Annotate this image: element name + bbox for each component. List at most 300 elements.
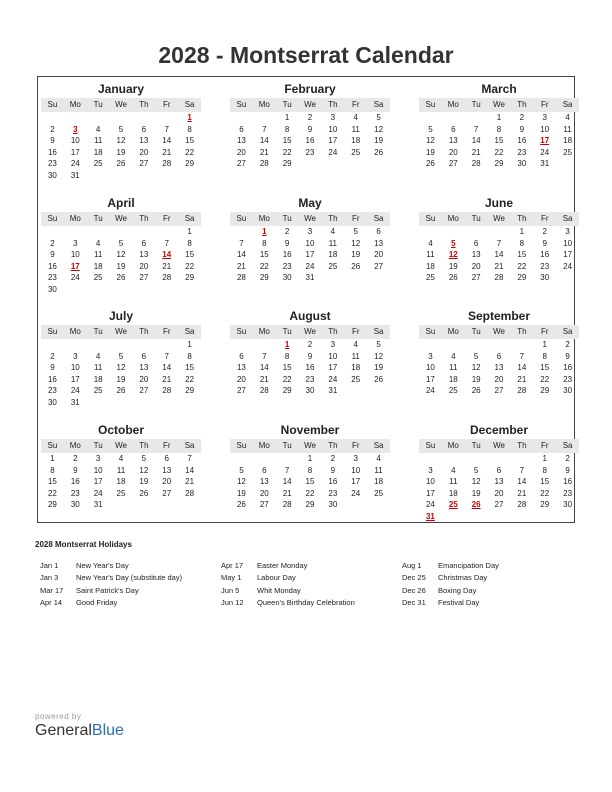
day-cell xyxy=(442,511,465,523)
day-cell: 4 xyxy=(451,351,456,361)
week-row xyxy=(419,112,579,124)
weekday-label: Mo xyxy=(447,441,459,450)
weekday-label: We xyxy=(115,100,127,109)
day-cell: 24 xyxy=(70,159,80,169)
holiday-date: Apr 17 xyxy=(221,561,244,570)
holiday-column xyxy=(40,560,182,609)
day-cell: 17 xyxy=(93,477,103,487)
day-cell: 10 xyxy=(70,136,80,146)
week-row xyxy=(419,158,579,170)
weekday-label: Sa xyxy=(184,327,195,336)
day-cell: 21 xyxy=(185,477,195,487)
weekday-label: Th xyxy=(517,214,527,223)
day-cell: 22 xyxy=(494,147,504,157)
day-cell: 21 xyxy=(162,147,172,157)
day-cell xyxy=(155,339,178,351)
week-row xyxy=(230,499,390,511)
week-row xyxy=(41,261,201,273)
day-cell xyxy=(442,226,465,238)
day-cell: 4 xyxy=(118,454,124,463)
holiday-row xyxy=(402,572,499,584)
month-name: September xyxy=(467,309,531,323)
holiday-column xyxy=(402,560,499,609)
day-cell: 1 xyxy=(496,113,502,122)
weekday-label: Sa xyxy=(184,100,195,109)
day-cell xyxy=(442,339,465,351)
day-cell: 20 xyxy=(494,374,504,384)
month-august xyxy=(230,309,390,397)
day-cell: 25 xyxy=(563,147,573,157)
day-cell: 27 xyxy=(259,500,269,510)
day-cell: 4 xyxy=(95,351,101,361)
day-cell: 31 xyxy=(305,273,315,283)
day-cell: 17 xyxy=(425,488,435,498)
day-cell xyxy=(419,453,442,465)
day-cell xyxy=(178,499,201,511)
day-cell: 18 xyxy=(93,261,103,271)
day-cell: 9 xyxy=(284,238,290,248)
day-cell: 8 xyxy=(284,351,290,361)
day-cell: 27 xyxy=(448,159,458,169)
day-cell: 1 xyxy=(542,454,547,463)
day-cell: 10 xyxy=(70,363,80,373)
day-cell: 24 xyxy=(425,500,435,510)
holiday-date: Dec 25 xyxy=(402,573,426,583)
day-cell: 3 xyxy=(542,113,547,122)
week-row xyxy=(419,339,579,351)
month-february xyxy=(230,82,390,170)
day-cell: 4 xyxy=(451,465,456,475)
week-row xyxy=(41,135,201,147)
day-cell: 5 xyxy=(376,340,381,349)
day-cell xyxy=(155,284,178,296)
week-row xyxy=(41,238,201,250)
week-row xyxy=(230,158,390,170)
day-cell: 8 xyxy=(307,465,313,475)
day-cell: 9 xyxy=(50,250,55,260)
weekday-label: Fr xyxy=(162,327,171,336)
day-cell: 13 xyxy=(259,477,269,487)
holiday-date: Mar 17 xyxy=(40,585,64,595)
day-cell: 12 xyxy=(116,250,126,260)
week-row xyxy=(41,385,201,397)
day-cell: 12 xyxy=(471,477,481,487)
day-cell: 15 xyxy=(282,136,292,146)
day-cell: 11 xyxy=(426,250,435,260)
week-row xyxy=(230,249,390,261)
day-cell xyxy=(556,511,579,523)
day-cell xyxy=(419,339,442,351)
weekday-label: Fr xyxy=(351,327,360,336)
weekday-label: We xyxy=(304,214,316,223)
week-row xyxy=(230,226,390,238)
weekday-label: Su xyxy=(425,441,436,450)
day-cell: 8 xyxy=(496,124,502,134)
day-cell xyxy=(465,226,488,238)
day-cell: 14 xyxy=(494,250,504,260)
holiday-date: Dec 26 xyxy=(402,585,426,595)
week-row xyxy=(419,465,579,477)
weekday-label: Th xyxy=(139,214,149,223)
day-cell: 19 xyxy=(374,136,384,146)
weekday-header xyxy=(419,212,579,226)
day-cell: 16 xyxy=(305,363,315,373)
day-cell: 1 xyxy=(50,454,55,463)
day-cell: 19 xyxy=(116,374,126,384)
week-row xyxy=(419,499,579,511)
day-cell: 9 xyxy=(307,124,313,134)
weekday-label: Fr xyxy=(351,441,360,450)
day-cell: 11 xyxy=(328,238,338,248)
day-cell: 28 xyxy=(162,159,172,169)
holiday-row xyxy=(402,597,499,609)
day-cell: 31 xyxy=(328,386,338,396)
day-cell xyxy=(110,284,133,296)
day-cell: 18 xyxy=(374,477,384,487)
day-cell: 8 xyxy=(187,351,192,361)
weekday-label: Fr xyxy=(162,214,171,223)
month-march xyxy=(419,82,579,170)
weekday-label: Mo xyxy=(258,327,270,336)
day-cell: 25 xyxy=(374,488,384,498)
day-cell: 12 xyxy=(116,136,126,146)
day-cell: 22 xyxy=(185,147,195,157)
day-cell: 27 xyxy=(236,386,246,396)
day-cell: 18 xyxy=(93,374,103,384)
day-cell: 26 xyxy=(374,147,384,157)
day-cell: 18 xyxy=(425,261,435,271)
day-cell: 12 xyxy=(351,238,361,248)
day-cell: 1 xyxy=(307,454,313,463)
day-cell: 4 xyxy=(428,238,433,248)
week-row xyxy=(230,465,390,477)
day-cell xyxy=(367,385,390,397)
day-cell: 22 xyxy=(282,147,292,157)
day-cell: 25 xyxy=(93,273,103,283)
day-cell: 30 xyxy=(282,273,292,283)
weekday-header xyxy=(419,98,579,112)
day-cell: 1 xyxy=(284,113,290,122)
day-cell: 29 xyxy=(494,159,504,169)
week-row xyxy=(41,488,201,500)
weekday-label: Fr xyxy=(540,327,549,336)
day-cell: 11 xyxy=(93,136,103,146)
day-cell: 23 xyxy=(70,488,80,498)
day-cell: 6 xyxy=(141,351,147,361)
day-cell: 23 xyxy=(47,386,57,396)
day-cell: 6 xyxy=(141,238,147,248)
day-cell: 6 xyxy=(239,124,244,134)
day-cell: 8 xyxy=(542,465,547,475)
day-cell xyxy=(230,112,253,124)
weekday-label: Tu xyxy=(282,441,292,450)
day-cell: 2 xyxy=(565,340,570,349)
day-cell: 14 xyxy=(471,136,481,146)
day-cell xyxy=(64,226,87,238)
day-cell: 15 xyxy=(47,477,57,487)
day-cell: 30 xyxy=(540,273,550,283)
week-row xyxy=(41,499,201,511)
day-cell: 4 xyxy=(330,227,336,236)
day-cell xyxy=(488,511,511,523)
weekday-label: Th xyxy=(328,441,338,450)
day-cell: 16 xyxy=(305,136,315,146)
day-cell: 30 xyxy=(47,397,57,407)
day-cell: 3 xyxy=(428,351,433,361)
day-cell xyxy=(155,397,178,409)
day-cell: 7 xyxy=(164,124,169,134)
day-cell: 7 xyxy=(519,351,525,361)
day-cell: 27 xyxy=(471,273,481,283)
day-cell: 18 xyxy=(351,136,361,146)
day-cell: 26 xyxy=(139,488,149,498)
day-cell xyxy=(155,499,178,511)
holiday-name: Christmas Day xyxy=(438,573,488,583)
day-cell xyxy=(87,284,110,296)
holiday-row xyxy=(402,560,499,572)
day-cell: 9 xyxy=(542,238,547,248)
day-cell: 14 xyxy=(259,363,269,373)
day-cell: 28 xyxy=(185,488,195,498)
day-cell: 6 xyxy=(376,227,381,236)
weekday-label: Tu xyxy=(471,441,481,450)
month-name: January xyxy=(97,82,145,96)
day-cell: 16 xyxy=(282,250,292,260)
weekday-header xyxy=(41,212,201,226)
weekday-label: We xyxy=(493,214,505,223)
holiday-name: Queen's Birthday Celebration xyxy=(257,597,355,607)
day-cell: 6 xyxy=(239,351,244,361)
day-cell: 19 xyxy=(425,147,435,157)
day-cell xyxy=(556,158,579,170)
weekday-label: Tu xyxy=(282,327,292,336)
day-cell: 13 xyxy=(162,465,172,475)
holiday-date: Jan 3 xyxy=(40,573,59,583)
weekday-header xyxy=(419,439,579,453)
day-cell: 18 xyxy=(93,147,103,157)
day-cell: 7 xyxy=(473,124,479,134)
weekday-header xyxy=(230,439,390,453)
weekday-header xyxy=(41,98,201,112)
day-cell xyxy=(344,385,367,397)
day-cell: 3 xyxy=(307,227,313,236)
day-cell: 23 xyxy=(563,488,573,498)
week-row xyxy=(419,124,579,136)
day-cell: 17 xyxy=(305,250,315,260)
day-cell: 26 xyxy=(116,273,126,283)
holiday-date: Jan 1 xyxy=(40,561,59,570)
weekday-label: Mo xyxy=(69,214,81,223)
day-cell: 10 xyxy=(93,465,103,475)
day-cell: 19 xyxy=(116,261,126,271)
day-cell xyxy=(419,226,442,238)
day-cell: 3 xyxy=(73,238,78,248)
day-cell xyxy=(41,339,64,351)
day-cell: 23 xyxy=(563,374,573,384)
day-cell: 7 xyxy=(239,238,244,248)
day-cell xyxy=(155,170,178,182)
day-cell: 30 xyxy=(47,284,57,294)
day-cell: 1 xyxy=(187,113,192,122)
day-cell: 8 xyxy=(262,238,267,248)
week-row xyxy=(41,158,201,170)
day-cell xyxy=(488,226,511,238)
week-row xyxy=(230,124,390,136)
day-cell: 30 xyxy=(47,170,57,180)
day-cell: 6 xyxy=(141,124,147,134)
weekday-label: Mo xyxy=(69,441,81,450)
day-cell xyxy=(367,158,390,170)
day-cell: 3 xyxy=(330,340,336,349)
day-cell: 5 xyxy=(451,238,456,248)
week-row xyxy=(419,249,579,261)
weekday-label: We xyxy=(115,441,127,450)
day-cell: 8 xyxy=(542,351,547,361)
day-cell: 14 xyxy=(517,477,527,487)
day-cell xyxy=(230,226,253,238)
week-row xyxy=(41,351,201,363)
day-cell: 23 xyxy=(540,261,550,271)
day-cell: 24 xyxy=(540,147,550,157)
day-cell: 23 xyxy=(282,261,292,271)
day-cell: 1 xyxy=(187,227,192,236)
week-row xyxy=(230,238,390,250)
day-cell: 2 xyxy=(330,454,336,463)
day-cell: 5 xyxy=(428,124,433,134)
day-cell: 22 xyxy=(517,261,527,271)
day-cell: 27 xyxy=(494,386,504,396)
day-cell: 10 xyxy=(70,250,80,260)
day-cell: 14 xyxy=(517,363,527,373)
day-cell: 28 xyxy=(282,500,292,510)
day-cell: 19 xyxy=(236,488,246,498)
day-cell: 29 xyxy=(185,386,195,396)
holiday-name: Boxing Day xyxy=(438,585,477,595)
weekday-label: Su xyxy=(425,100,436,109)
weekday-label: Sa xyxy=(562,441,573,450)
day-cell: 7 xyxy=(284,465,290,475)
day-cell: 3 xyxy=(353,454,358,463)
day-cell: 10 xyxy=(328,124,338,134)
weekday-label: Su xyxy=(47,327,58,336)
day-cell: 19 xyxy=(471,488,481,498)
week-row xyxy=(41,284,201,296)
day-cell xyxy=(488,339,511,351)
month-name: November xyxy=(280,423,340,437)
day-cell: 13 xyxy=(374,238,384,248)
day-cell: 29 xyxy=(259,273,269,283)
brand-general: General xyxy=(35,722,92,739)
day-cell: 4 xyxy=(353,113,358,122)
week-row xyxy=(230,351,390,363)
weekday-label: Sa xyxy=(562,100,573,109)
day-cell: 21 xyxy=(282,488,292,498)
day-cell: 21 xyxy=(259,374,269,384)
month-may xyxy=(230,196,390,284)
day-cell: 31 xyxy=(540,159,550,169)
weekday-label: We xyxy=(115,327,127,336)
day-cell: 19 xyxy=(116,147,126,157)
day-cell xyxy=(41,226,64,238)
day-cell: 12 xyxy=(448,250,458,260)
day-cell xyxy=(178,284,201,296)
day-cell xyxy=(253,112,276,124)
day-cell: 25 xyxy=(116,488,126,498)
day-cell: 19 xyxy=(448,261,458,271)
weekday-label: Sa xyxy=(373,327,384,336)
day-cell: 7 xyxy=(164,238,169,248)
day-cell: 25 xyxy=(448,386,458,396)
day-cell: 21 xyxy=(236,261,246,271)
day-cell: 26 xyxy=(116,159,126,169)
week-row xyxy=(419,226,579,238)
day-cell: 22 xyxy=(305,488,315,498)
week-row xyxy=(41,124,201,136)
day-cell: 23 xyxy=(305,147,315,157)
day-cell: 11 xyxy=(116,465,126,475)
weekday-label: Tu xyxy=(471,214,481,223)
day-cell: 2 xyxy=(565,454,570,463)
day-cell: 13 xyxy=(448,136,458,146)
holidays-title: 2028 Montserrat Holidays xyxy=(35,540,132,549)
day-cell: 3 xyxy=(330,113,336,122)
week-row xyxy=(41,112,201,124)
day-cell: 19 xyxy=(471,374,481,384)
day-cell: 17 xyxy=(70,374,80,384)
day-cell: 11 xyxy=(351,124,360,134)
day-cell: 11 xyxy=(93,250,103,260)
day-cell: 13 xyxy=(494,477,504,487)
day-cell: 16 xyxy=(47,147,57,157)
week-row xyxy=(41,272,201,284)
day-cell: 8 xyxy=(187,124,192,134)
day-cell: 16 xyxy=(563,477,573,487)
day-cell: 6 xyxy=(496,351,502,361)
day-cell: 12 xyxy=(471,363,481,373)
week-row xyxy=(41,339,201,351)
month-october xyxy=(41,423,201,511)
weekday-label: Sa xyxy=(562,327,573,336)
day-cell: 15 xyxy=(259,250,269,260)
weekday-header xyxy=(230,212,390,226)
day-cell: 29 xyxy=(305,500,315,510)
day-cell: 25 xyxy=(93,159,103,169)
day-cell: 29 xyxy=(185,273,195,283)
day-cell: 20 xyxy=(139,147,149,157)
day-cell: 26 xyxy=(471,386,481,396)
week-row xyxy=(419,147,579,159)
day-cell: 9 xyxy=(330,465,336,475)
week-row xyxy=(41,374,201,386)
day-cell: 9 xyxy=(73,465,78,475)
day-cell: 13 xyxy=(139,136,149,146)
weekday-label: Th xyxy=(328,214,338,223)
day-cell: 28 xyxy=(494,273,504,283)
day-cell: 23 xyxy=(305,374,315,384)
weekday-label: Th xyxy=(517,100,527,109)
day-cell: 19 xyxy=(351,250,361,260)
weekday-label: Mo xyxy=(447,214,459,223)
day-cell: 18 xyxy=(116,477,126,487)
day-cell: 11 xyxy=(374,465,383,475)
day-cell: 12 xyxy=(116,363,126,373)
day-cell: 7 xyxy=(164,351,169,361)
day-cell: 29 xyxy=(282,386,292,396)
holiday-row xyxy=(402,585,499,597)
day-cell: 17 xyxy=(70,147,80,157)
day-cell: 20 xyxy=(139,261,149,271)
holiday-date: Jun 5 xyxy=(221,585,240,595)
